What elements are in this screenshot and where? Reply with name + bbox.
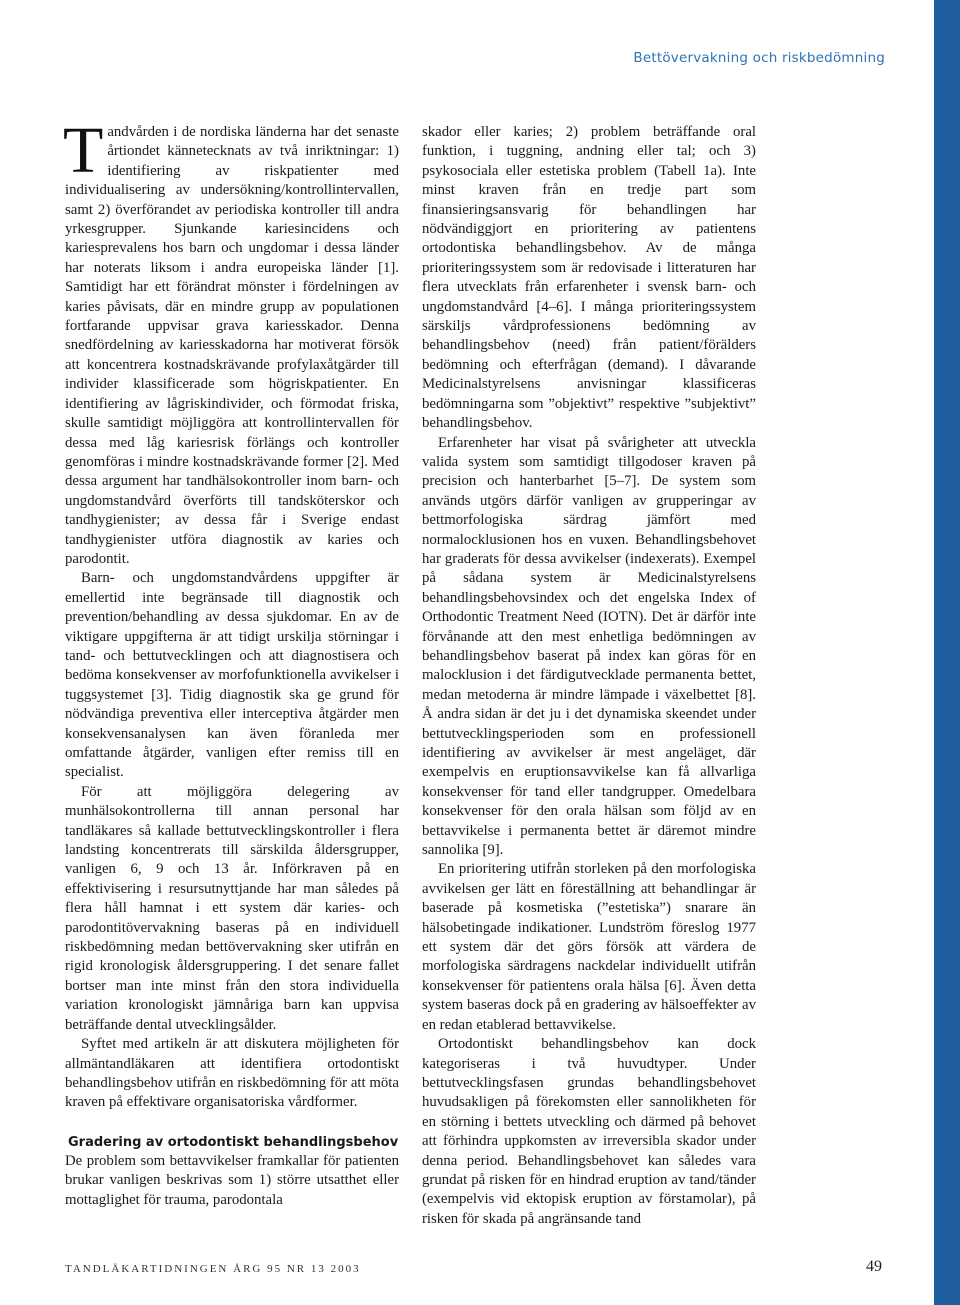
body-paragraph: Erfarenheter har visat på svårigheter att utveckla valida system som samtidigt tillgodoser kraven på precision och hanterbarhet [5–7]. De system som används utgörs därför vanligen av grupperingar av bettmorfologiska särdrag jämfört med normalocklusionen hos en vuxen. Behandlingsbehovet har graderats för dessa avvikelser (indexerats). Exempel på sådana system är Medicinalstyrelsens behandlingsbehovsindex och det engelska Index of Orthodontic Treatment Need (IOTN). Det är därför inte förvånande att den mest enhetliga bedömningen av behandlingsbehov baserat på index kan göras för en malocklusion i det färdigutvecklade permanenta bettet, medan metoderna är mindre lämpade i växelbettet [8]. Å andra sidan är det ju i det dynamiska skeendet under bettutvecklingsperioden som en professionell identifiering av avvikelser är mest angeläget, där exempelvis en eruptionsavvikelse kan få allvarliga konsekvenser för tand eller tandgrupper. Omedelbara konsekvenser för den orala hälsan som följd av en bettavvikelse i permanenta bettet är däremot mindre sannolika [9]. [422, 434, 756, 859]
right-column [422, 123, 756, 1229]
running-head: Bettövervakning och riskbedömning [633, 50, 885, 66]
intro-text: andvården i de nordiska länderna har det senaste årtiondet kännetecknats av två inriktningar: 1) identifiering av riskpatienter med individualisering av undersökning/kontrollintervallen, samt 2) överförandet av periodiska kontroller till andra yrkesgrupper. Sjunkande kariesincidens och kariesprevalens hos barn och ungdomar i dessa länder har noterats liksom i andra europeiska länder [1]. Samtidigt har ett förändrat mönster i fördelningen av karies påvisats, där en mindre grupp av populationen fortfarande uppvisar grava kariesskador. Denna snedfördelning av kariesskadorna har motiverat försök att koncentrera kostnadskrävande profylaxåtgärder till individer klassificerade som högriskpatienter. En identifiering av lågriskindivider, och förmodat friska, skulle samtidigt möjliggöra att kontrollintervallen för dessa med låg kariesrisk förlängs och kontroller genomföras i mindre kostnadskrävande former [2]. Med dessa argument har tandhälsokontroller inom barn- och ungdomstandvård överförts till tandsköterskor och tandhygienister; av dessa får i Sverige endast tandhygienister utföra diagnostik av karies och parodontit. [65, 124, 399, 567]
intro-paragraph [63, 114, 399, 569]
journal-footer: TANDLÄKARTIDNINGEN ÅRG 95 NR 13 2003 [65, 1263, 361, 1275]
side-accent-bar [934, 0, 960, 1305]
body-paragraph: De problem som bettavvikelser framkallar för patienten brukar vanligen beskrivas som 1) större utsatthet eller mottaglighet för trauma, parodontala [65, 1152, 399, 1208]
drop-cap: T [63, 114, 104, 187]
left-column [63, 114, 399, 1210]
body-paragraph: För att möjliggöra delegering av munhälsokontrollerna till annan personal har tandläkares så kallade bettutvecklingskontroller i flera landsting koncentrerats till särskilda åldersgrupper, vanligen 6, 9 och 13 år. Införkraven på en effektivisering i resursutnyttjande har man således på flera håll hamnat i ett system där karies- och parodontitövervakning baseras på en individuell riskbedömning medan bettövervakning sker utifrån en rigid kronologisk åldersgruppering. I det senare fallet bortser man inte minst från den stora individuella variation kronologiskt jämnåriga barn kan uppvisa beträffande dental utvecklingsålder. [65, 783, 399, 1033]
section-heading: Gradering av ortodontiskt behandlingsbehov [68, 1134, 399, 1150]
body-paragraph: Ortodontiskt behandlingsbehov kan dock kategoriseras i två huvudtyper. Under bettutvecklingsfasen grundas behandlingsbehovet huvudsakligen på förekomsten eller sannolikheten för en störning i bettets utveckling och därmed på behovet att förhindra uppkomsten av irreversibla skador under denna period. Behandlingsbehovet kan således vara grundat på risken för en hindrad eruption av tand/tänder (exempelvis vid ektopisk eruption av förstamolar), på risken för skada på angränsande tand [422, 1036, 756, 1227]
page-number: 49 [866, 1258, 882, 1275]
body-paragraph: Syftet med artikeln är att diskutera möjligheten för allmäntandläkaren att identifiera ortodontiskt behandlingsbehov utifrån en riskbedömning för att möta kraven på effektivare organisatoriska vårdformer. [65, 1036, 399, 1111]
body-paragraph: skador eller karies; 2) problem beträffande oral funktion, i tuggning, andning eller tal; och 3) psykosociala eller estetiska problem (Tabell 1a). Inte minst kraven från en tredje part som finansieringsansvarig för behandlingen har nödvändiggjort en prioritering av patientens ortodontiska behandlingsbehov. Av de många prioriteringssystem som är redovisade i litteraturen har flera utvecklats från erfarenheter i svensk barn- och ungdomstandvård [4–6]. I många prioriteringssystem särskiljs vårdprofessionens bedömning av behandlingsbehov (need) från patient/förälders bedömning och efterfrågan (demand). I dåvarande Medicinalstyrelsens anvisningar klassificeras bedömningarna som ”objektivt” respektive ”subjektivt” behandlingsbehov. [422, 124, 756, 432]
body-paragraph: En prioritering utifrån storleken på den morfologiska avvikelsen ger lätt en föreställning att behandlingar är baserade på kosmetiska (”estetiska”) snarare än hälsobetingade indikationer. Lundström föreslog 1977 ett system där det görs försök att värdera de morfologiska särdragens nackdelar individuellt utifrån konsekvenser för patientens orala hälsa [6]. Även detta system baseras dock på en gradering av hälsoeffekter av en redan etablerad bettavvikelse. [422, 861, 756, 1033]
body-paragraph: Barn- och ungdomstandvårdens uppgifter är emellertid inte begränsade till diagnostik och prevention/behandling av dessa sjukdomar. En av de viktigare uppgifterna är att tidigt urskilja störningar i tand- och bettutvecklingen och att diagnostisera och bedöma konsekvenser av morfofunktionella avvikelser i tuggsystemet [3]. Tidig diagnostik ska ge grund för nödvändiga preventiva eller interceptiva åtgärder men konsekvensanalysen kan även föranleda mer omfattande åtgärder, vanligen efter remiss till en specialist. [65, 570, 399, 781]
